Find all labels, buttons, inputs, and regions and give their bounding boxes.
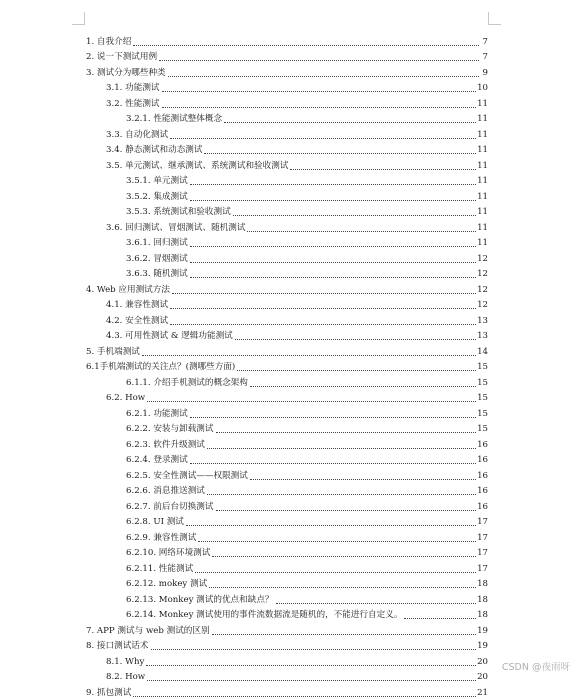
toc-entry-title[interactable]: 3.6. 回归测试、冒烟测试、随机测试 [106, 222, 246, 233]
toc-dot-leader [250, 479, 476, 480]
toc-entry[interactable] [86, 528, 488, 544]
toc-entry[interactable] [86, 590, 488, 606]
toc-dot-leader [133, 696, 476, 697]
toc-dot-leader [186, 525, 476, 526]
toc-entry[interactable] [86, 435, 488, 451]
toc-entry-page-number[interactable]: 13 [477, 331, 488, 341]
toc-entry-page-number[interactable]: 7 [482, 52, 488, 62]
toc-dot-leader [168, 76, 479, 77]
toc-entry-page-number[interactable]: 11 [477, 222, 488, 233]
toc-entry-title[interactable]: 6.2.4. 登录测试 [126, 455, 188, 465]
toc-entry[interactable] [86, 156, 488, 172]
toc-entry-title[interactable]: 4.3. 可用性测试 & 逻辑功能测试 [106, 331, 233, 341]
toc-entry-page-number[interactable]: 13 [477, 315, 488, 326]
toc-entry[interactable] [86, 265, 488, 281]
toc-entry-page-number[interactable]: 21 [477, 687, 488, 698]
toc-entry-page-number[interactable]: 20 [477, 656, 488, 667]
toc-entry[interactable] [86, 296, 488, 312]
toc-entry[interactable] [86, 32, 488, 48]
toc-entry-page-number[interactable]: 11 [477, 238, 488, 248]
toc-entry-title[interactable]: 3.6.1. 回归测试 [126, 238, 188, 248]
toc-entry-title[interactable]: 3. 测试分为哪些种类 [86, 67, 166, 78]
toc-dot-leader [170, 324, 476, 325]
toc-entry-title[interactable]: 7. APP 测试与 web 测试的区别 [86, 625, 210, 636]
toc-entry-title[interactable]: 6.2.13. Monkey 测试的优点和缺点？ [126, 594, 274, 605]
toc-entry-title[interactable]: 2. 说一下测试用例 [86, 52, 158, 62]
toc-entry[interactable] [86, 389, 488, 405]
toc-entry-page-number[interactable]: 11 [477, 145, 488, 155]
toc-entry-page-number[interactable]: 11 [477, 176, 488, 186]
toc-entry-page-number[interactable]: 12 [477, 253, 488, 264]
toc-dot-leader [290, 169, 476, 170]
toc-entry-page-number[interactable]: 11 [477, 114, 488, 124]
toc-entry[interactable] [86, 637, 488, 653]
toc-entry-title[interactable]: 8. 接口测试话术 [86, 641, 149, 651]
toc-entry[interactable] [86, 187, 488, 203]
toc-dot-leader [250, 386, 476, 387]
toc-entry-page-number[interactable]: 18 [477, 594, 488, 605]
toc-entry-page-number[interactable]: 15 [477, 377, 488, 388]
toc-dot-leader [142, 355, 476, 356]
toc-entry-page-number[interactable]: 9 [482, 67, 488, 78]
toc-entry-title[interactable]: 6.2. How [106, 393, 146, 403]
toc-entry[interactable] [86, 110, 488, 126]
toc-entry-page-number[interactable]: 17 [477, 563, 488, 574]
toc-entry-title[interactable]: 6.2.6. 消息推送测试 [126, 486, 205, 496]
toc-entry-title[interactable]: 6.2.14. Monkey 测试使用的事件流数据流是随机的，不能进行自定义。 [126, 610, 403, 620]
toc-entry-page-number[interactable]: 14 [477, 346, 488, 357]
toc-entry-page-number[interactable]: 15 [477, 393, 488, 403]
toc-entry[interactable] [86, 668, 488, 684]
table-of-contents [86, 32, 488, 699]
toc-entry[interactable] [86, 94, 488, 110]
toc-dot-leader [209, 587, 476, 588]
toc-entry-title[interactable]: 3.6.3. 随机测试 [126, 269, 188, 279]
toc-dot-leader [190, 200, 476, 201]
toc-entry-title[interactable]: 4.1. 兼容性测试 [106, 300, 169, 310]
toc-entry[interactable] [86, 683, 488, 699]
toc-entry-title[interactable]: 3.4. 静态测试和动态测试 [106, 145, 203, 155]
toc-entry-title[interactable]: 6.2.11. 性能测试 [126, 563, 194, 574]
toc-entry-page-number[interactable]: 18 [477, 579, 488, 589]
toc-entry[interactable] [86, 327, 488, 343]
toc-dot-leader [133, 45, 479, 46]
toc-dot-leader [216, 510, 477, 511]
toc-dot-leader [147, 401, 476, 402]
toc-entry[interactable] [86, 280, 488, 296]
toc-entry-page-number[interactable]: 11 [477, 191, 488, 202]
toc-entry[interactable] [86, 358, 488, 374]
toc-dot-leader [207, 494, 476, 495]
toc-entry[interactable] [86, 218, 488, 234]
toc-entry[interactable] [86, 63, 488, 79]
toc-dot-leader [276, 603, 477, 604]
toc-entry[interactable] [86, 172, 488, 188]
toc-entry-title[interactable]: 3.5.2. 集成测试 [126, 191, 188, 202]
toc-entry-page-number[interactable]: 10 [477, 83, 488, 93]
toc-entry-page-number[interactable]: 20 [477, 672, 488, 682]
toc-dot-leader [146, 665, 476, 666]
toc-entry[interactable] [86, 373, 488, 389]
toc-entry-page-number[interactable]: 16 [477, 439, 488, 450]
toc-entry[interactable] [86, 559, 488, 575]
toc-entry[interactable] [86, 420, 488, 436]
toc-entry-title[interactable]: 6.1.1. 介绍手机测试的概念架构 [126, 377, 248, 388]
toc-entry-title[interactable]: 3.5. 单元测试、继承测试、系统测试和验收测试 [106, 160, 289, 171]
toc-entry-page-number[interactable]: 17 [477, 548, 488, 558]
toc-entry-title[interactable]: 1. 自我介绍 [86, 36, 132, 47]
toc-dot-leader [170, 138, 476, 139]
toc-entry-page-number[interactable]: 19 [477, 625, 488, 636]
toc-dot-leader [216, 432, 477, 433]
page-corner-mark-right [488, 12, 501, 25]
toc-entry-page-number[interactable]: 17 [477, 517, 488, 527]
toc-dot-leader [237, 370, 476, 371]
toc-entry-page-number[interactable]: 12 [477, 269, 488, 279]
toc-entry-title[interactable]: 3.5.3. 系统测试和验收测试 [126, 207, 231, 217]
toc-entry-page-number[interactable]: 12 [477, 284, 488, 295]
toc-entry[interactable] [86, 513, 488, 529]
toc-entry-title[interactable]: 8.2. How [106, 672, 146, 682]
toc-entry-page-number[interactable]: 16 [477, 501, 488, 512]
toc-entry-title[interactable]: 3.5.1. 单元测试 [126, 176, 188, 186]
toc-entry-title[interactable]: 6.2.8. UI 测试 [126, 517, 184, 527]
toc-dot-leader [190, 262, 476, 263]
toc-entry[interactable] [86, 234, 488, 250]
toc-entry-page-number[interactable]: 15 [477, 362, 488, 372]
toc-dot-leader [151, 649, 477, 650]
toc-entry-page-number[interactable]: 11 [477, 98, 488, 109]
toc-entry[interactable] [86, 482, 488, 498]
toc-entry-page-number[interactable]: 12 [477, 300, 488, 310]
toc-entry[interactable] [86, 79, 488, 95]
toc-entry-page-number[interactable]: 7 [482, 36, 488, 47]
toc-entry-title[interactable]: 6.2.7. 前后台切换测试 [126, 501, 214, 512]
toc-dot-leader [207, 448, 476, 449]
toc-dot-leader [159, 60, 479, 61]
toc-dot-leader [190, 463, 476, 464]
toc-dot-leader [147, 680, 476, 681]
toc-dot-leader [170, 308, 476, 309]
toc-dot-leader [195, 572, 476, 573]
toc-dot-leader [162, 107, 477, 108]
toc-dot-leader [247, 231, 476, 232]
toc-entry[interactable] [86, 249, 488, 265]
toc-entry-page-number[interactable]: 15 [477, 408, 488, 419]
toc-entry-page-number[interactable]: 19 [477, 641, 488, 651]
toc-entry-title[interactable]: 3.3. 自动化测试 [106, 129, 169, 140]
toc-entry-title[interactable]: 3.2.1. 性能测试整体概念 [126, 114, 223, 124]
toc-entry-page-number[interactable]: 16 [477, 486, 488, 496]
toc-entry[interactable] [86, 125, 488, 141]
toc-entry-title[interactable]: 6.2.9. 兼容性测试 [126, 532, 197, 543]
page-corner-mark-left [72, 12, 85, 25]
toc-entry-title[interactable]: 6.2.3. 软件升级测试 [126, 439, 205, 450]
toc-dot-leader [190, 277, 476, 278]
watermark: CSDN @夜雨呀 [501, 662, 570, 673]
toc-entry-title[interactable]: 4. Web 应用测试方法 [86, 284, 170, 295]
toc-dot-leader [404, 618, 476, 619]
toc-entry-page-number[interactable]: 18 [477, 610, 488, 620]
toc-entry[interactable] [86, 141, 488, 157]
toc-entry[interactable] [86, 544, 488, 560]
toc-entry-title[interactable]: 9. 抓包测试 [86, 687, 132, 698]
toc-entry[interactable] [86, 497, 488, 513]
toc-entry-title[interactable]: 3.6.2. 冒烟测试 [126, 253, 188, 264]
toc-entry-title[interactable]: 6.1手机端测试的关注点？(测哪些方面) [86, 362, 236, 372]
toc-entry[interactable] [86, 311, 488, 327]
toc-entry-title[interactable]: 6.2.2. 安装与卸载测试 [126, 424, 214, 434]
toc-dot-leader [212, 634, 476, 635]
toc-entry-page-number[interactable]: 16 [477, 455, 488, 465]
toc-entry-title[interactable]: 4.2. 安全性测试 [106, 315, 169, 326]
toc-dot-leader [233, 215, 476, 216]
toc-entry[interactable] [86, 342, 488, 358]
toc-entry[interactable] [86, 203, 488, 219]
toc-entry[interactable] [86, 621, 488, 637]
toc-dot-leader [172, 293, 476, 294]
toc-entry[interactable] [86, 404, 488, 420]
toc-entry-title[interactable]: 6.2.5. 安全性测试——权限测试 [126, 470, 248, 481]
toc-entry[interactable] [86, 451, 488, 467]
toc-entry[interactable] [86, 606, 488, 622]
toc-entry[interactable] [86, 466, 488, 482]
toc-entry-page-number[interactable]: 11 [477, 207, 488, 217]
toc-dot-leader [224, 122, 476, 123]
toc-entry-title[interactable]: 3.2. 性能测试 [106, 98, 160, 109]
toc-entry-title[interactable]: 6.2.12. mokey 测试 [126, 579, 208, 589]
toc-dot-leader [198, 541, 476, 542]
toc-entry-page-number[interactable]: 15 [477, 424, 488, 434]
toc-dot-leader [162, 91, 477, 92]
toc-entry-title[interactable]: 5. 手机端测试 [86, 346, 140, 357]
toc-dot-leader [190, 184, 476, 185]
toc-dot-leader [190, 246, 476, 247]
toc-entry-title[interactable]: 6.2.1. 功能测试 [126, 408, 188, 419]
toc-entry[interactable] [86, 652, 488, 668]
toc-dot-leader [212, 556, 476, 557]
toc-entry-page-number[interactable]: 17 [477, 532, 488, 543]
toc-entry[interactable] [86, 575, 488, 591]
toc-entry-title[interactable]: 6.2.10. 网络环境测试 [126, 548, 211, 558]
toc-entry-page-number[interactable]: 16 [477, 470, 488, 481]
toc-entry-page-number[interactable]: 11 [477, 129, 488, 140]
toc-dot-leader [204, 153, 476, 154]
toc-dot-leader [190, 417, 476, 418]
toc-dot-leader [235, 339, 476, 340]
toc-entry-title[interactable]: 3.1. 功能测试 [106, 83, 160, 93]
toc-entry-title[interactable]: 8.1. Why [106, 656, 145, 667]
toc-entry-page-number[interactable]: 11 [477, 160, 488, 171]
toc-entry[interactable] [86, 48, 488, 64]
